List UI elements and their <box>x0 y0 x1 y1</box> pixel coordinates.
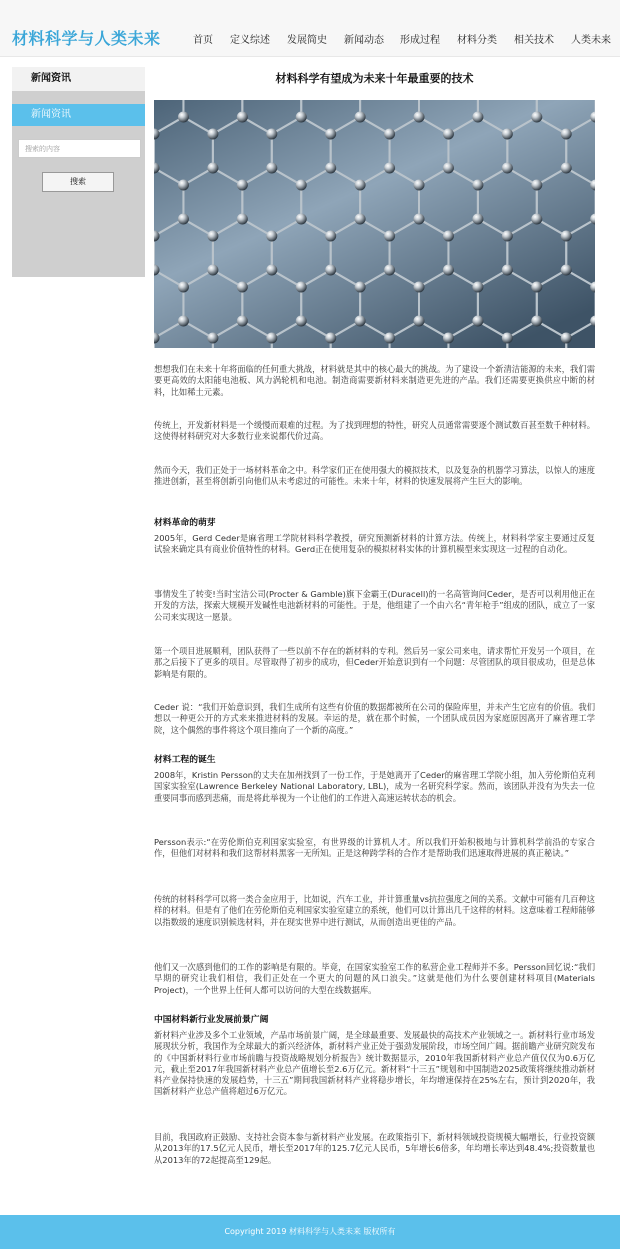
lattice-atom <box>296 112 307 123</box>
lattice-atom <box>178 112 189 123</box>
lattice-atom <box>325 163 336 174</box>
lattice-atom <box>384 129 395 140</box>
lattice-atom <box>325 265 336 276</box>
lattice-atom <box>296 214 307 225</box>
article-paragraph: 他们又一次感到他们的工作的影响是有限的。毕竟，在国家实验室工作的私营企业工程师并不多。Persson回忆说:“我们早期的研究让我们相信，我们正处在一个更大的问题的风口浪尖。”这就是他们为什么要创建材料项目(Materials Project)，一个世界上任何人都可以访问的大型在线数据库。 <box>154 962 595 995</box>
lattice-atom <box>266 129 277 140</box>
article-paragraph: 传统上，开发新材料是一个缓慢而艰难的过程。为了找到理想的特性，研究人员通常需要逐个测试数百甚至数千种材料。这使得材料研究对大多数行业来说都代价过高。 <box>154 420 595 442</box>
lattice-atom <box>443 231 454 242</box>
lattice-atom <box>472 214 483 225</box>
nav-future[interactable]: 人类未来 <box>571 35 611 46</box>
search-input[interactable] <box>18 139 141 158</box>
lattice-atom <box>266 163 277 174</box>
lattice-atom <box>296 180 307 191</box>
lattice-atom <box>207 265 218 276</box>
lattice-atom <box>237 214 248 225</box>
lattice-atom <box>561 231 572 242</box>
lattice-atom <box>178 214 189 225</box>
graphene-lattice-image <box>154 100 595 348</box>
lattice-atom <box>502 333 513 344</box>
lattice-atom <box>266 333 277 344</box>
lattice-atom <box>561 333 572 344</box>
lattice-atom <box>414 282 425 293</box>
lattice-atom <box>237 282 248 293</box>
lattice-atom <box>384 231 395 242</box>
nav-categories[interactable]: 材料分类 <box>457 35 497 46</box>
lattice-atom <box>472 316 483 327</box>
nav-definition[interactable]: 定义综述 <box>230 35 270 46</box>
lattice-atom <box>325 129 336 140</box>
lattice-atom <box>237 112 248 123</box>
lattice-atom <box>502 163 513 174</box>
lattice-atom <box>355 282 366 293</box>
header <box>0 0 620 57</box>
lattice-atom <box>207 333 218 344</box>
lattice-atom <box>237 316 248 327</box>
lattice-atom <box>531 180 542 191</box>
lattice-atom <box>207 129 218 140</box>
lattice-atom <box>561 265 572 276</box>
nav-home[interactable]: 首页 <box>193 35 213 46</box>
article-paragraph: 2005年，Gerd Ceder是麻省理工学院材料科学教授，研究预测新材料的计算方法。传统上，材料科学家主要通过反复试验来确定具有商业价值特性的材料。Gerd正在使用复杂的模拟材料实体的计算机模型来实现这一过程的自动化。 <box>154 533 595 555</box>
lattice-atom <box>207 231 218 242</box>
lattice-atom <box>472 282 483 293</box>
article-paragraph: 第一个项目进展顺利，团队获得了一些以前不存在的新材料的专利。然后另一家公司来电，请求帮忙开发另一个项目，在那之后接下了更多的项目。尽管取得了初步的成功，但Ceder开始意识到有一个问题：尽管团队的项目很成功，但是总体影响是有限的。 <box>154 646 595 679</box>
lattice-atom <box>384 333 395 344</box>
section-heading: 材料工程的诞生 <box>154 755 216 765</box>
main-nav <box>0 31 620 47</box>
lattice-atom <box>561 129 572 140</box>
lattice-atom <box>443 265 454 276</box>
lattice-atom <box>472 112 483 123</box>
lattice-atom <box>502 129 513 140</box>
article-paragraph: 事情发生了转变!当时宝洁公司(Procter & Gamble)旗下金霸王(Duracell)的一名高管询问Ceder，是否可以利用他正在开发的方法，探索大规模开发碱性电池新材料的可能性。于是，他组建了一个由六名“青年枪手”组成的团队，成立了一家公司来实现这一愿景。 <box>154 589 595 622</box>
lattice-atom <box>414 214 425 225</box>
article-paragraph: 传统的材料科学可以将一类合金应用于，比如说，汽车工业，并计算重量vs抗拉强度之间的关系。文献中可能有几百种这样的材料。但是有了他们在劳伦斯伯克利国家实验室建立的系统，他们可以计算出几千这样的材料。这意味着工程师能够以指数级的速度识别候选材料，并在现实世界中进行测试，从而创造出更佳的产品。 <box>154 894 595 927</box>
lattice-atom <box>561 163 572 174</box>
lattice-atom <box>502 265 513 276</box>
lattice-atom <box>178 316 189 327</box>
article-paragraph: Ceder 说：“我们开始意识到，我们生成所有这些有价值的数据都被所在公司的保险库里，并未产生它应有的价值。我们想以一种更公开的方式来来推进材料的发展。幸运的是，就在那个时候，一个团队成员因为家庭原因离开了麻省理工学院，这个偶然的事件将这个项目推向了一个新的高度。” <box>154 702 595 735</box>
lattice-atom <box>178 180 189 191</box>
nav-news[interactable]: 新闻动态 <box>344 35 384 46</box>
lattice-atom <box>443 333 454 344</box>
nav-technology[interactable]: 相关技术 <box>514 35 554 46</box>
lattice-atom <box>325 231 336 242</box>
footer: Copyright 2019 材料科学与人类未来 版权所有 <box>0 1215 620 1249</box>
article-paragraph: 2008年，Kristin Persson的丈夫在加州找到了一份工作，于是她离开了Ceder的麻省理工学院小组，加入劳伦斯伯克利国家实验室(Lawrence Berkeley National Laboratory, LBL)，成为一名研究科学家。然而，该团队并没有为失去一位重要同事而感到悲痛，而是将此举视为一个让他们的工作进入高速运转状态的机会。 <box>154 770 595 803</box>
lattice-atom <box>207 163 218 174</box>
article-image <box>154 100 595 348</box>
lattice-atom <box>414 112 425 123</box>
lattice-atom <box>266 265 277 276</box>
sidebar <box>12 67 145 277</box>
article-title: 材料科学有望成为未来十年最重要的技术 <box>275 72 474 85</box>
lattice-atom <box>355 180 366 191</box>
lattice-atom <box>443 163 454 174</box>
lattice-atom <box>472 180 483 191</box>
lattice-atom <box>384 163 395 174</box>
lattice-atom <box>384 265 395 276</box>
sidebar-title: 新闻资讯 <box>12 67 145 91</box>
search-button[interactable]: 搜索 <box>42 172 114 192</box>
lattice-atom <box>178 282 189 293</box>
article-paragraph: 新材料产业涉及多个工业领域，产品市场前景广阔，是全球最重要、发展最快的高技术产业领域之一。新材料行业市场发展现状分析，我国作为全球最大的新兴经济体，新材料产业正处于强劲发展阶段，市场空间广阔。据前瞻产业研究院发布的《中国新材料行业市场前瞻与投资战略规划分析报告》统计数据显示，2010年我国新材料产业总产值仅仅为0.6万亿元，截止至2017年我国新材料产业总产值增长至2.6万亿元。新材料“十三五”规划和中国制造2025政策将继续推动新材料产业保持快速的发展趋势，十三五”期间我国新材料产业将稳步增长，年均增速保持在25%左右，预计到2020年，我国新材料产业总产值将超过6万亿元。 <box>154 1030 595 1097</box>
article-paragraph: 想想我们在未来十年将面临的任何重大挑战，材料就是其中的核心最大的挑战。为了建设一个新清洁能源的未来，我们需要更高效的太阳能电池板、风力涡轮机和电池。制造商需要新材料来制造更先进的产品。我们还需要更换供应中断的材料，比如稀土元素。 <box>154 364 595 397</box>
sidebar-item-news[interactable]: 新闻资讯 <box>12 104 145 126</box>
lattice-atom <box>355 112 366 123</box>
lattice-atom <box>531 316 542 327</box>
lattice-atom <box>237 180 248 191</box>
lattice-atom <box>325 333 336 344</box>
section-heading: 中国材料新行业发展前景广阔 <box>154 1015 269 1025</box>
article-paragraph: 然而今天，我们正处于一场材料革命之中。科学家们正在使用强大的模拟技术，以及复杂的机器学习算法，以惊人的速度推进创新，甚至将创新引向他们从未考虑过的可能性。未来十年，材料的快速发展将产生巨大的影响。 <box>154 465 595 487</box>
lattice-atom <box>355 214 366 225</box>
lattice-atom <box>296 282 307 293</box>
nav-formation[interactable]: 形成过程 <box>400 35 440 46</box>
lattice-atom <box>531 282 542 293</box>
lattice-atom <box>355 316 366 327</box>
lattice-atom <box>414 316 425 327</box>
lattice-atom <box>443 129 454 140</box>
lattice-atom <box>531 214 542 225</box>
lattice-atom <box>414 180 425 191</box>
article-paragraph: Persson表示:“在劳伦斯伯克利国家实验室，有世界级的计算机人才。所以我们开始积极地与计算机科学前沿的专家合作，但他们对材料和我们这帮材料黑客一无所知。正是这种跨学科的合作才是帮助我们迅速取得进展的真正秘诀。” <box>154 837 595 859</box>
lattice-atom <box>502 231 513 242</box>
nav-history[interactable]: 发展简史 <box>287 35 327 46</box>
lattice-atom <box>296 316 307 327</box>
section-heading: 材料革命的萌芽 <box>154 518 216 528</box>
article-paragraph: 目前，我国政府正鼓励、支持社会资本参与新材料产业发展。在政策指引下，新材料领域投资规模大幅增长，行业投资额从2013年的17.5亿元人民币，增长至2017年的125.7亿元人民币，5年增长6倍多，年均增长率达到48.4%;投资数量也从2013年的72起提高至129起。 <box>154 1132 595 1165</box>
site-logo[interactable]: 材料科学与人类未来 <box>12 29 161 48</box>
lattice-atom <box>531 112 542 123</box>
lattice-atom <box>266 231 277 242</box>
